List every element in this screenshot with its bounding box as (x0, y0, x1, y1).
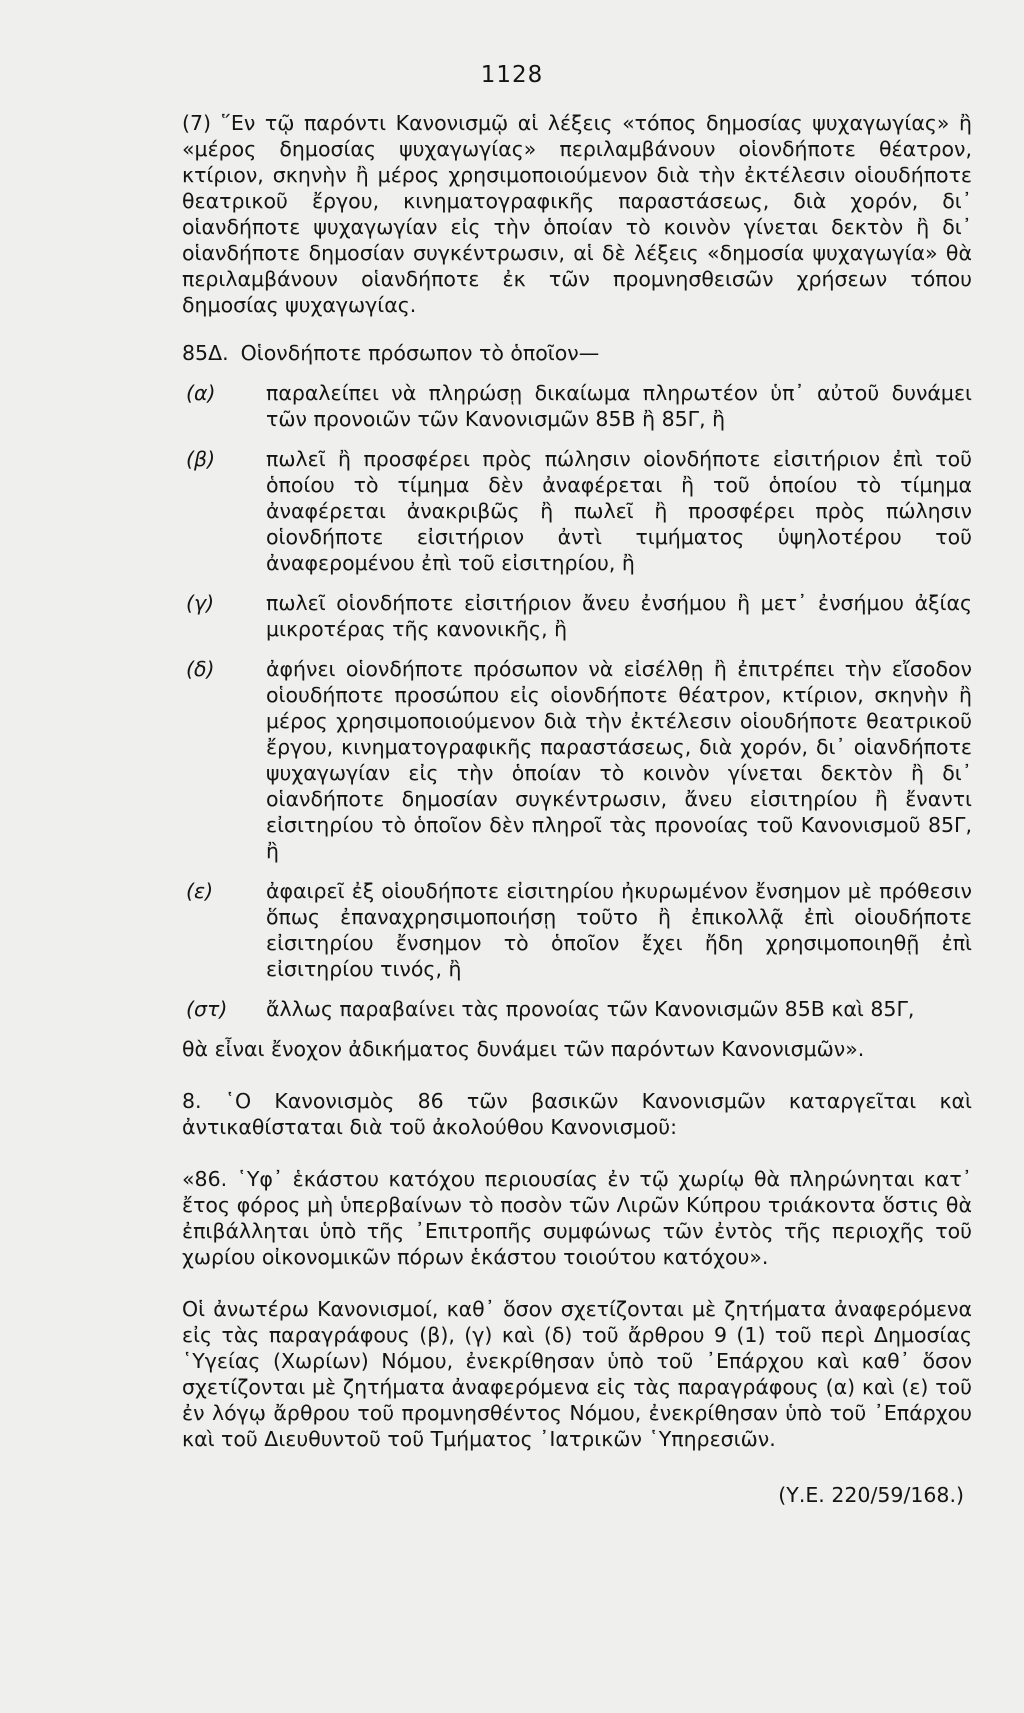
paragraph-7: (7) ῞Εν τῷ παρόντι Κανονισμῷ αἱ λέξεις «τόπος δημοσίας ψυχαγωγίας» ἢ «μέρος δημοσίας ψυχαγωγίας» περιλαμβάνουν οἱονδήποτε θέατρον, κτίριον, σκηνὴν ἢ μέρος χρησιμοποιούμενον διὰ τὴν ἐκτέλεσιν οἱουδήποτε θεατρικοῦ ἔργου, κινηματογραφικῆς παραστάσεως, διὰ χορόν, δι᾽ οἱανδήποτε ψυχαγωγίαν εἰς τὴν ὁποίαν τὸ κοινὸν γίνεται δεκτὸν ἢ δι᾽ οἱανδήποτε δημοσίαν συγκέντρωσιν, αἱ δὲ λέξεις «δημοσία ψυχαγωγία» θὰ περιλαμβάνουν οἱανδήποτε ἐκ τῶν προμνησθεισῶν χρήσεων τόπου δημοσίας ψυχαγωγίας. (182, 111, 972, 317)
approval-paragraph: Οἱ ἀνωτέρω Κανονισμοί, καθ᾽ ὅσον σχετίζονται μὲ ζητήματα ἀναφερόμενα εἰς τὰς παραγράφους (β), (γ) καὶ (δ) τοῦ ἄρθρου 9 (1) τοῦ περὶ Δημοσίας ῾Υγείας (Χωρίων) Νόμου, ἐνεκρίθησαν ὑπὸ τοῦ ᾽Επάρχου καὶ καθ᾽ ὅσον σχετίζονται μὲ ζητήματα ἀναφερόμενα εἰς τὰς παραγράφους (α) καὶ (ε) τοῦ ἐν λόγῳ ἄρθρου τοῦ προμνησθέντος Νόμου, ἐνεκρίθησαν ὑπὸ τοῦ ᾽Επάρχου καὶ τοῦ Διευθυντοῦ τοῦ Τμήματος ᾽Ιατρικῶν ῾Υπηρεσιῶν. (182, 1297, 972, 1451)
page-number: 1128 (480, 62, 544, 88)
list-item (182, 878, 972, 982)
item-text: ἄλλως παραβαίνει τὰς προνοίας τῶν Κανονισμῶν 85Β καὶ 85Γ, (266, 997, 915, 1021)
item-marker: (ε) (186, 879, 214, 903)
item-marker: (α) (186, 381, 216, 405)
section-85d-closing: θὰ εἶναι ἔνοχον ἀδικήματος δυνάμει τῶν παρόντων Κανονισμῶν». (182, 1037, 865, 1061)
item-marker: (β) (186, 447, 216, 471)
list-item (182, 380, 972, 432)
item-marker: (δ) (186, 657, 215, 681)
list-item (182, 446, 972, 576)
document-body (182, 110, 972, 1508)
list-item (182, 590, 972, 642)
list-item (182, 996, 972, 1022)
paragraph-8: 8. ῾Ο Κανονισμὸς 86 τῶν βασικῶν Κανονισμῶν καταργεῖται καὶ ἀντικαθίσταται διὰ τοῦ ἀκολούθου Κανονισμοῦ: (182, 1089, 972, 1139)
item-text: ἀφήνει οἱονδήποτε πρόσωπον νὰ εἰσέλθῃ ἢ ἐπιτρέπει τὴν εἴσοδον οἱουδήποτε προσώπου εἰς οἱονδήποτε θέατρον, κτίριον, σκηνὴν ἢ μέρος χρησιμοποιούμενον διὰ τὴν ἐκτέλεσιν οἱουδήποτε θεατρικοῦ ἔργου, κινηματογραφικῆς παραστάσεως, διὰ χορόν, δι᾽ οἱανδήποτε ψυχαγωγίαν εἰς τὴν ὁποίαν τὸ κοινὸν γίνεται δεκτὸν ἢ δι᾽ οἱανδήποτε δημοσίαν συγκέντρωσιν, ἄνευ εἰσιτηρίου ἢ ἔναντι εἰσιτηρίου τὸ ὁποῖον δὲν πληροῖ τὰς προνοίας τοῦ Κανονισμοῦ 85Γ, ἢ (266, 657, 972, 863)
item-text: πωλεῖ ἢ προσφέρει πρὸς πώλησιν οἱονδήποτε εἰσιτήριον ἐπὶ τοῦ ὁποίου τὸ τίμημα δὲν ἀναφέρεται ἢ τοῦ ὁποίου τὸ τίμημα ἀναφέρεται ἀνακριβῶς ἢ πωλεῖ ἢ προσφέρει πρὸς πώλησιν οἱονδήποτε εἰσιτήριον ἀντὶ τιμήματος ὑψηλοτέρου τοῦ ἀναφερομένου ἐπὶ τοῦ εἰσιτηρίου, ἢ (266, 447, 972, 575)
item-text: ἀφαιρεῖ ἐξ οἱουδήποτε εἰσιτηρίου ἠκυρωμένον ἔνσημον μὲ πρόθεσιν ὅπως ἐπαναχρησιμοποιήσῃ τοῦτο ἢ ἐπικολλᾷ ἐπὶ οἱουδήποτε εἰσιτηρίου ἔνσημον τὸ ὁποῖον ἔχει ἤδη χρησιμοποιηθῇ ἐπὶ εἰσιτηρίου τινός, ἢ (266, 879, 972, 981)
regulation-86-text: «86. ῾Υφ᾽ ἑκάστου κατόχου περιουσίας ἐν τῷ χωρίῳ θὰ πληρώνηται κατ᾽ ἔτος φόρος μὴ ὑπερβαίνων τὸ ποσὸν τῶν Λιρῶν Κύπρου τριάκοντα ὅστις θὰ ἐπιβάλληται ὑπὸ τῆς ᾽Επιτροπῆς συμφώνως τῶν ἐντὸς τῆς περιοχῆς τοῦ χωρίου οἰκονομικῶν πόρων ἑκάστου τοιούτου κατόχου». (182, 1167, 972, 1269)
item-marker: (γ) (186, 591, 215, 615)
item-marker: (στ) (186, 997, 228, 1021)
list-item (182, 656, 972, 864)
item-text: παραλείπει νὰ πληρώσῃ δικαίωμα πληρωτέον ὑπ᾽ αὐτοῦ δυνάμει τῶν προνοιῶν τῶν Κανονισμῶν 85Β ἢ 85Γ, ἢ (266, 381, 972, 431)
section-85d-intro: Οἱονδήποτε πρόσωπον τὸ ὁποῖον— (240, 341, 600, 365)
section-85d-label: 85Δ. (182, 341, 229, 365)
gazette-reference: (Υ.Ε. 220/59/168.) (778, 1483, 964, 1507)
item-text: πωλεῖ οἱονδήποτε εἰσιτήριον ἄνευ ἐνσήμου ἢ μετ᾽ ἐνσήμου ἀξίας μικροτέρας τῆς κανονικῆς, ἢ (266, 591, 972, 641)
section-85d-heading (182, 340, 972, 366)
